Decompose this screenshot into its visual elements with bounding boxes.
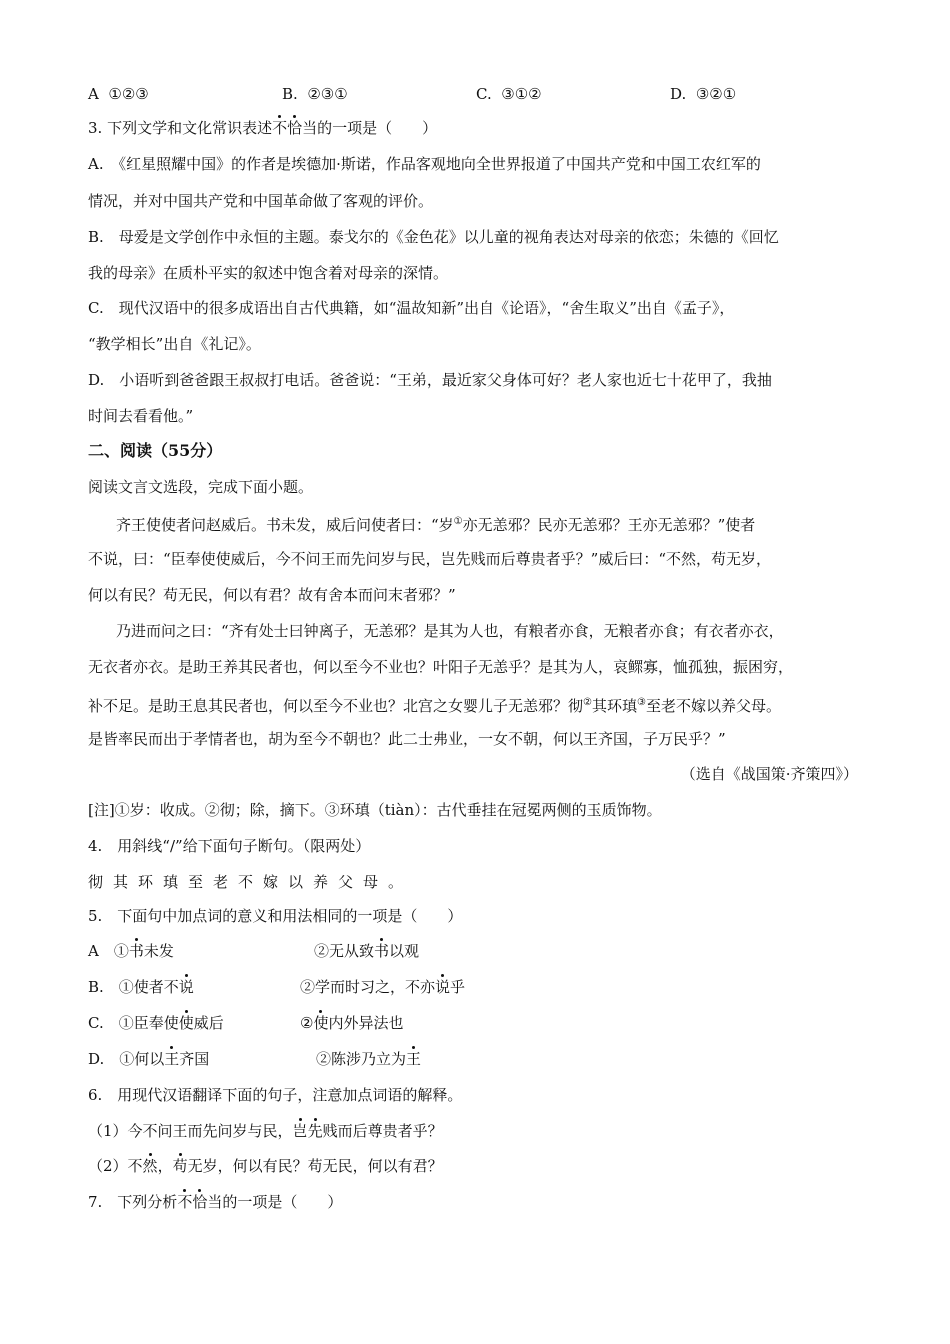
- section-intro: 阅读文言文选段，完成下面小题。: [88, 478, 314, 496]
- emphasis-dot: 先: [307, 1122, 323, 1140]
- q6-sentence-1: （1）今不问王而先问岁与民，岂先贱而后尊贵者乎？: [88, 1122, 443, 1140]
- emphasis-dot: 王: [406, 1050, 422, 1068]
- q5-option-c-part2: ②使内外异法也: [300, 1014, 404, 1032]
- q6-sentence-2: （2）不然，苟无岁，何以有民？苟无民，何以有君？: [88, 1157, 443, 1175]
- passage-p1-line1: 齐王使使者问赵威后。书未发，威后问使者曰：“岁①亦无恙邪？民亦无恙邪？王亦无恙邪？”使者: [116, 516, 756, 534]
- q3-stem: 3. 下列文学和文化常识表述不恰当的一项是（ ）: [88, 119, 438, 137]
- passage-p1-line3: 何以有民？苟无民，何以有君？故有舍本而问末者邪？”: [88, 586, 456, 604]
- q5-option-a-part1: A ①书未发: [88, 942, 174, 960]
- q2-option-b: B. ②③①: [282, 85, 348, 103]
- q3-option-a-line1: A. 《红星照耀中国》的作者是埃德加·斯诺，作品客观地向全世界报道了中国共产党和中国工农红军的: [88, 155, 761, 173]
- emphasis-dot: 不: [272, 119, 288, 137]
- q5-stem: 5. 下面句中加点词的意义和用法相同的一项是（ ）: [88, 907, 463, 925]
- passage-source: （选自《战国策·齐策四》）: [680, 765, 858, 783]
- passage-p1-line2: 不说，曰：“臣奉使使威后，今不问王而先问岁与民，岂先贱而后尊贵者乎？”威后曰：“不然，苟无岁，: [88, 550, 772, 568]
- q3-option-c-line1: C. 现代汉语中的很多成语出自古代典籍，如“温故知新”出自《论语》，“舍生取义”出自《孟子》，: [88, 299, 735, 317]
- emphasis-dot: 使: [178, 1014, 194, 1032]
- q5-option-b-part1: B. ①使者不说: [88, 978, 194, 996]
- q6-stem: 6. 用现代汉语翻译下面的句子，注意加点词语的解释。: [88, 1086, 463, 1104]
- emphasis-dot: 使: [313, 1014, 329, 1032]
- emphasis-dot: 书: [128, 942, 144, 960]
- emphasis-dot: 不: [177, 1193, 193, 1211]
- emphasis-dot: 苟: [172, 1157, 188, 1175]
- q2-option-c: C. ③①②: [476, 85, 542, 103]
- emphasis-dot: 恰: [287, 119, 303, 137]
- q3-option-d-line1: D. 小语听到爸爸跟王叔叔打电话。爸爸说：“王弟，最近家父身体可好？老人家也近七十花甲了，我抽: [88, 371, 772, 389]
- q5-option-c-part1: C. ①臣奉使使威后: [88, 1014, 224, 1032]
- q5-option-b-part2: ②学而时习之，不亦说乎: [300, 978, 466, 996]
- q4-stem: 4. 用斜线“/”给下面句子断句。（限两处）: [88, 837, 371, 855]
- q3-option-d-line2: 时间去看看他。”: [88, 407, 194, 425]
- q5-option-a-part2: ②无从致书以观: [314, 942, 420, 960]
- section-title: 二、阅读（55分）: [88, 441, 223, 460]
- emphasis-dot: 王: [164, 1050, 180, 1068]
- passage-p2-line3: 补不足。是助王息其民者也，何以至今不业也？北宫之女婴儿子无恙邪？彻②其环瑱③至老不嫁以养父母。: [88, 697, 781, 715]
- emphasis-dot: 恰: [192, 1193, 208, 1211]
- passage-p2-line2: 无衣者亦衣。是助王养其民者也，何以至今不业也？叶阳子无恙乎？是其为人，哀鳏寡，恤孤独，振困穷，: [88, 658, 794, 676]
- q3-option-b-line2: 我的母亲》在质朴平实的叙述中饱含着对母亲的深情。: [88, 264, 449, 282]
- emphasis-dot: 岂: [292, 1122, 308, 1140]
- emphasis-dot: 说: [178, 978, 194, 996]
- q2-option-a: A ①②③: [88, 85, 149, 103]
- emphasis-dot: 书: [374, 942, 390, 960]
- q3-option-b-line1: B. 母爱是文学创作中永恒的主题。泰戈尔的《金色花》以儿童的视角表达对母亲的依恋；朱德的《回忆: [88, 228, 779, 246]
- q7-stem: 7. 下列分析不恰当的一项是（ ）: [88, 1193, 343, 1211]
- passage-p2-line1: 乃进而问之曰：“齐有处士曰钟离子，无恙邪？是其为人也，有粮者亦食，无粮者亦食；有衣者亦衣，: [116, 622, 784, 640]
- q3-option-a-line2: 情况，并对中国共产党和中国革命做了客观的评价。: [88, 192, 434, 210]
- passage-p2-line4: 是皆率民而出于孝情者也，胡为至今不朝也？此二士弗业，一女不朝，何以王齐国，子万民乎？”: [88, 730, 726, 748]
- emphasis-dot: 然: [142, 1157, 158, 1175]
- q2-option-d: D. ③②①: [670, 85, 737, 103]
- emphasis-dot: 说: [435, 978, 451, 996]
- q3-option-c-line2: “教学相长”出自《礼记》。: [88, 335, 261, 353]
- passage-note: [注]①岁：收成。②彻；除，摘下。③环瑱（tiàn）：古代垂挂在冠冕两侧的玉质饰物。: [88, 801, 662, 819]
- q5-option-d-part2: ②陈涉乃立为王: [316, 1050, 422, 1068]
- q5-option-d-part1: D. ①何以王齐国: [88, 1050, 210, 1068]
- q4-sentence: 彻其环瑱至老不嫁以养父母。: [88, 873, 414, 891]
